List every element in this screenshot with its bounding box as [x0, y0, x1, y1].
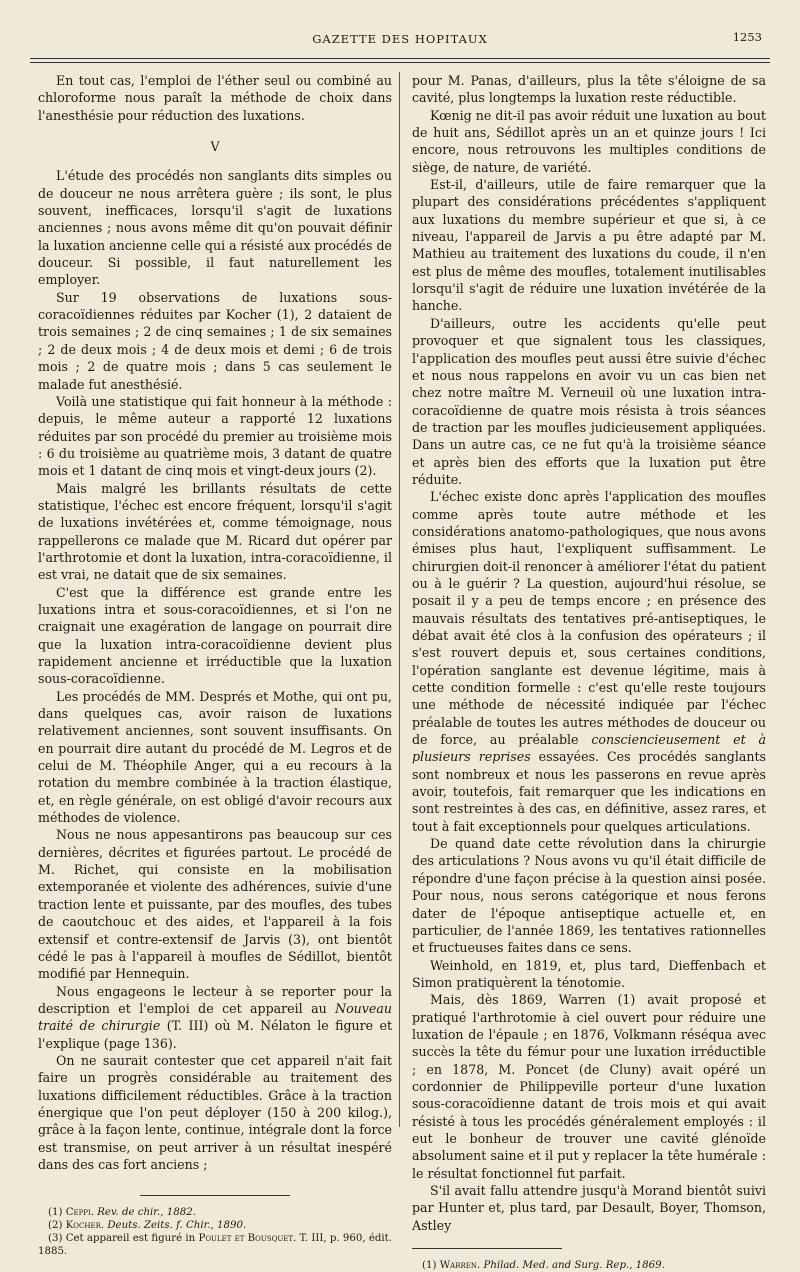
section-heading: V	[210, 139, 220, 155]
paragraph: On ne saurait contester que cet appareil n'ait fait faire un progrès considérable au traitement des luxations difficilement réductibles. Grâce à la traction énergique que l'on peut déployer (150 à 200 kilog.), grâce à la façon lente, continue, intégrale dont la force est transmise, on peut arriver à un résultat inespéré dans des cas fort anciens ;	[38, 1052, 392, 1172]
footnote	[38, 1219, 392, 1232]
text-run: Nous engageons le lecteur à se reporter pour la description et l'emploi de cet appareil au	[38, 983, 392, 1016]
footnote	[38, 1232, 392, 1258]
header-rule-thick	[30, 62, 770, 63]
page-number: 1253	[732, 30, 762, 44]
paragraph	[38, 983, 392, 1052]
book-title: Nouveau traité de chirurgie	[38, 1000, 392, 1034]
text-run: essayées. Ces procédés sanglants sont nombreux et nous les passerons en revue après avoir, toutefois, fait remarquer que les indications en sont restreintes à des cas, en définitive, assez rares, et tout à fait exceptionnels pour quelques articulations.	[412, 749, 766, 834]
footnote-number: (1)	[48, 1207, 63, 1219]
footnote-rule	[140, 1195, 290, 1196]
footnote-text: Cet appareil est figuré in	[65, 1233, 196, 1245]
emphasis: consciencieusement et à plusieurs reprises	[412, 732, 766, 765]
paragraph: En tout cas, l'emploi de l'éther seul ou combiné au chloroforme nous paraît la méthode de choix dans l'anesthésie pour réduction des luxations.	[38, 73, 392, 123]
paragraph: L'étude des procédés non sanglants dits simples ou de douceur ne nous arrêtera guère ; ils sont, le plus souvent, inefficaces, lorsqu'il s'agit de luxations anciennes ; nous avons même dit qu'on pouvait définir la luxation ancienne celle qui a résisté aux procédés de douceur. Si possible, il faut naturellement les employer.	[38, 168, 392, 288]
footnote-author: Kocher.	[65, 1220, 105, 1232]
footnote	[412, 1259, 766, 1272]
text-run: L'échec existe donc après l'application des moufles comme après toute autre méthode et les considérations anatomo-pathologiques, que nous avons émises plus haut, l'expliquent suffisamment. Le chirurgien doit-il renoncer à améliorer l'état du patient ou à le guérir ? La question, aujourd'hui résolue, se posait il y a peu de temps encore ; en présence des mauvais résultats des tentatives pré-antiseptiques, le débat avait été clos à la confusion des opérateurs ; il s'est rouvert depuis et, sous certaines conditions, l'opération sanglante est devenue légitime, mais à cette condition formelle : c'est qu'elle reste toujours une méthode de nécessité indiquée par l'échec préalable de toutes les autres méthodes de douceur ou de force, au préalable	[412, 489, 766, 748]
paragraph: Kœnig ne dit-il pas avoir réduit une luxation au bout de huit ans, Sédillot après un an et quinze jours ! Ici encore, nous retrouvons les multiples conditions de siège, de nature, de variété.	[412, 107, 766, 175]
footnote-ref: Deuts. Zeits. f. Chir., 1890.	[107, 1220, 247, 1232]
page-header	[30, 28, 770, 52]
header-rule-thin	[30, 58, 770, 59]
footnote	[38, 1206, 392, 1219]
footnotes	[412, 1259, 766, 1272]
paragraph: Est-il, d'ailleurs, utile de faire remarquer que la plupart des considérations précédentes s'appliquent aux luxations du membre supérieur et que si, à ce niveau, l'appareil de Jarvis a pu être adapté par M. Mathieu au traitement des luxations du coude, il n'en est plus de même des moufles, totalement inutilisables lorsqu'il s'agit de réduire une luxation invétérée de la hanche.	[412, 177, 766, 314]
paragraph: C'est que la différence est grande entre les luxations intra et sous-coracoïdiennes, et si l'on ne craignait une exagération de langage on pourrait dire que la luxation intra-coracoïdienne devient plus rapidement ancienne et irréductible que la luxation sous-coracoïdienne.	[38, 584, 392, 687]
text-run: (T. III) où M. Nélaton le figure et l'explique (page 136).	[38, 1018, 393, 1051]
footnote-author: Warren.	[439, 1260, 481, 1272]
footnote-number: (3)	[48, 1233, 63, 1245]
paragraph: Sur 19 observations de luxations sous-coracoïdiennes réduites par Kocher (1), 2 dataient de trois semaines ; 2 de cinq semaines ; 1 de six semaines ; 2 de deux mois ; 4 de deux mois et demi ; 6 de trois mois ; 2 de quatre mois ; dans 5 cas seulement le malade fut anesthésié.	[38, 289, 392, 392]
paragraph: Les procédés de MM. Després et Mothe, qui ont pu, dans quelques cas, avoir raison de luxations relativement anciennes, sont souvent insuffisants. On en pourrait dire autant du procédé de M. Legros et de celui de M. Théophile Anger, qui a eu recours à la rotation du membre combinée à la traction élastique, et, en règle générale, on est obligé d'avoir recours aux méthodes de violence.	[38, 688, 392, 826]
paragraph: Voilà une statistique qui fait honneur à la méthode : depuis, le même auteur a rapporté 12 luxations réduites par son procédé du premier au troisième mois : 6 du troisième au quatrième mois, 3 datant de quatre mois et 1 datant de cinq mois et vingt-deux jours (2).	[38, 393, 392, 479]
paragraph: De quand date cette révolution dans la chirurgie des articulations ? Nous avons vu qu'il était difficile de répondre d'une façon précise à la question ainsi posée. Pour nous, nous serons catégorique et nous ferons dater de l'époque antiseptique actuelle et, en particulier, de l'année 1869, les tentatives rationnelles et fructueuses faites dans ce sens.	[412, 836, 766, 956]
footnotes	[38, 1206, 392, 1258]
footnote-ref: Philad. Med. and Surg. Rep., 1869.	[483, 1260, 665, 1272]
paragraph: Nous ne nous appesantirons pas beaucoup sur ces dernières, décrites et figurées partout. Le procédé de M. Richet, qui consiste en la mobilisation extemporanée et violente des adhérences, suivie d'une traction lente et puissante, par des moufles, des tubes de caoutchouc et des aides, et l'appareil à la fois extensif et contre-extensif de Jarvis (3), ont bientôt cédé le pas à l'appareil à moufles de Sédillot, bientôt modifié par Hennequin.	[38, 827, 392, 982]
paragraph: Mais, dès 1869, Warren (1) avait proposé et pratiqué l'arthrotomie à ciel ouvert pour réduire une luxation de l'épaule ; en 1876, Volkmann réséqua avec succès la tête du fémur pour une luxation irréductible ; en 1878, M. Poncet (de Cluny) avait opéré un cordonnier de Philippeville porteur d'une luxation sous-coracoïdienne datant de trois mois et qui avait résisté à tous les procédés généralement employés : il eut le bonheur de trouver une cavité glénoïde absolument saine et il put y replacer la tête humérale : le résultat fonctionnel fut parfait.	[412, 992, 766, 1181]
footnote-author: Ceppi.	[65, 1207, 95, 1219]
paragraph: pour M. Panas, d'ailleurs, plus la tête s'éloigne de sa cavité, plus longtemps la luxation reste réductible.	[412, 73, 766, 106]
left-column	[38, 72, 392, 1258]
paragraph	[412, 488, 766, 835]
paragraph: Mais malgré les brillants résultats de cette statistique, l'échec est encore fréquent, lorsqu'il s'agit de luxations invétérées et, comme témoignage, nous rappellerons ce malade que M. Ricard dut opérer par l'arthrotomie et dont la luxation, intra-coracoïdienne, il est vrai, ne datait que de six semaines.	[38, 480, 392, 583]
footnote-author: Poulet et Bousquet.	[198, 1233, 297, 1245]
right-column	[412, 72, 766, 1272]
paragraph: D'ailleurs, outre les accidents qu'elle peut provoquer et que signalent tous les classiques, l'application des moufles peut aussi être suivie d'échec et nous nous rappelons en avoir vu un cas bien net chez notre maître M. Verneuil où une luxation intra-coracoïdienne de quatre mois résista à trois séances de traction par les moufles judicieusement appliquées. Dans un autre cas, ce ne fut qu'à la troisième séance et après bien des efforts que la luxation put être réduite.	[412, 315, 766, 487]
paragraph: Weinhold, en 1819, et, plus tard, Dieffenbach et Simon pratiquèrent la ténotomie.	[412, 957, 766, 990]
running-title: GAZETTE DES HOPITAUX	[312, 32, 488, 46]
footnote-ref: T. III, p. 960, édit. 1885.	[38, 1233, 392, 1258]
column-divider	[399, 72, 400, 1127]
footnote-ref: Rev. de chir., 1882.	[97, 1207, 196, 1219]
paragraph: S'il avait fallu attendre jusqu'à Morand bientôt suivi par Hunter et, plus tard, par Desault, Boyer, Thomson, Astley	[412, 1183, 766, 1233]
footnote-number: (1)	[422, 1260, 437, 1272]
footnote-number: (2)	[48, 1220, 63, 1232]
footnote-rule	[412, 1248, 562, 1249]
